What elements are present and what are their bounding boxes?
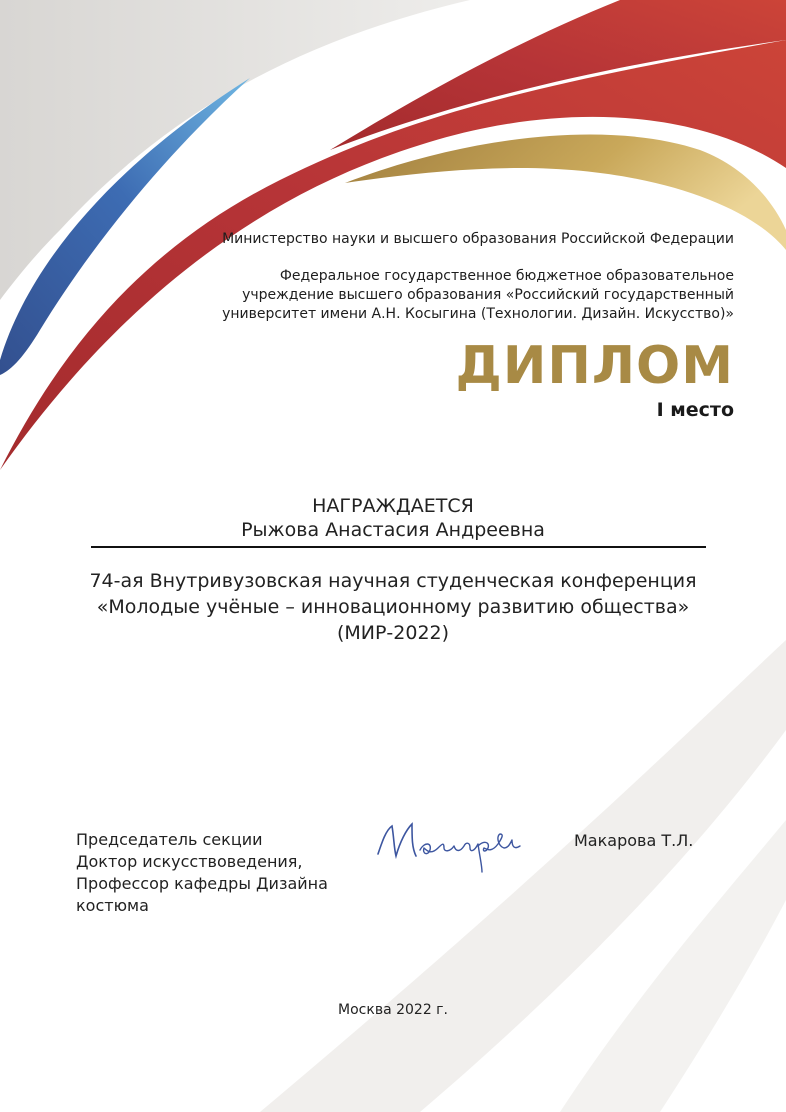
place-label: I место: [656, 399, 734, 421]
event-line: (МИР-2022): [336, 622, 450, 644]
event-description: [0, 568, 786, 646]
signatory-role-line: Доктор искусствоведения,: [76, 852, 303, 871]
signatory-name: Макарова Т.Л.: [574, 831, 694, 850]
event-line: 74-ая Внутривузовская научная студенческая конференция: [89, 570, 697, 592]
issuer-header: [174, 230, 734, 324]
signatory-role-line: Профессор кафедры Дизайна: [76, 874, 328, 893]
signatory-role-line: Председатель секции: [76, 830, 263, 849]
institution-name: [174, 267, 734, 324]
diploma-title: ДИПЛОМ: [455, 336, 734, 396]
institution-line: университет имени А.Н. Косыгина (Технологии. Дизайн. Искусство)»: [222, 306, 734, 322]
recipient-underline: [91, 546, 706, 548]
place-and-date: Москва 2022 г.: [338, 1002, 448, 1018]
ministry-name: Министерство науки и высшего образования Российской Федерации: [222, 231, 734, 247]
signatory-role-line: костюма: [76, 896, 149, 915]
awarded-label: НАГРАЖДАЕТСЯ: [312, 495, 474, 517]
event-line: «Молодые учёные – инновационному развитию общества»: [96, 596, 690, 618]
institution-line: учреждение высшего образования «Российский государственный: [242, 287, 734, 303]
institution-line: Федеральное государственное бюджетное образовательное: [279, 268, 734, 284]
handwritten-signature: [372, 812, 532, 876]
signatory-role: [76, 829, 376, 917]
recipient-name: Рыжова Анастасия Андреевна: [241, 519, 545, 541]
